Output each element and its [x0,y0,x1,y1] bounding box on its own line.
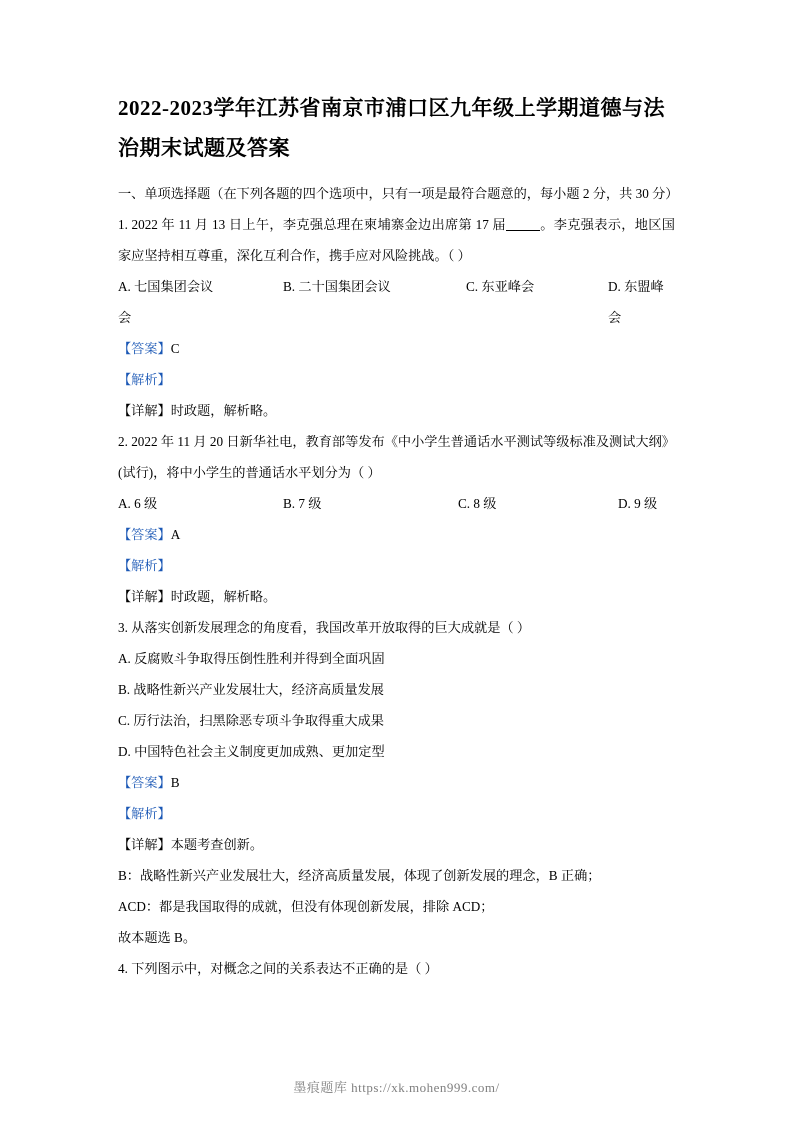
detail-text: 时政题，解析略。 [170,403,277,418]
detail-text: 时政题，解析略。 [170,589,277,604]
question-1-stem-part1: 1. 2022 年 11 月 13 日上午，李克强总理在柬埔寨金边出席第 17 届 [118,217,506,232]
detail-text: 本题考查创新。 [170,837,264,852]
detail-tag: 【详解】 [118,403,171,418]
analysis-tag: 【解析】 [118,558,171,573]
question-2-detail [118,581,675,612]
question-1-option-a: A. 七国集团会议 [118,279,214,294]
question-2-stem: 2. 2022 年 11 月 20 日新华社电，教育部等发布《中小学生普通话水平测试等级标准及测试大纲》(试行)，将中小学生的普通话水平划分为（ ） [118,434,675,480]
question-1-analysis [118,364,675,395]
section-header: 一、单项选择题（在下列各题的四个选项中，只有一项是最符合题意的，每小题 2 分，共 30 分） [118,186,679,201]
question-4-stem: 4. 下列图示中，对概念之间的关系表达不正确的是（ ） [118,961,438,976]
question-3-option-c: C. 厉行法治，扫黑除恶专项斗争取得重大成果 [118,713,384,728]
footer-watermark: 墨痕题库 https://xk.mohen999.com/ [293,1080,500,1095]
question-3-detail-line-2: ACD：都是我国取得的成就，但没有体现创新发展，排除 ACD； [118,899,494,914]
question-1-answer [118,333,675,364]
detail-tag: 【详解】 [118,837,171,852]
question-3-detail [118,829,675,860]
question-3-analysis [118,798,675,829]
question-3-option-a: A. 反腐败斗争取得压倒性胜利并得到全面巩固 [118,651,385,666]
answer-tag: 【答案】 [118,527,171,542]
question-3-detail-line-1: B：战略性新兴产业发展壮大，经济高质量发展，体现了创新发展的理念，B 正确； [118,868,601,883]
question-1-stem-part2: 。李克强表示，地区国家应坚持相互尊重，深化互利合作，携手应对风险挑战。（ ） [118,217,675,263]
analysis-tag: 【解析】 [118,806,171,821]
question-2-options [118,488,675,519]
question-1-stem [118,209,675,271]
question-2-option-b: B. 7 级 [283,496,322,511]
fill-blank [506,230,540,231]
answer-value: B [170,775,180,790]
question-3-answer [118,767,675,798]
question-1-option-d-wrap: 会 [118,310,132,325]
question-1-options [118,271,675,333]
answer-tag: 【答案】 [118,775,171,790]
question-1-option-c: C. 东亚峰会 [466,279,535,294]
question-1-option-d: D. 东盟峰会 [608,279,664,325]
answer-value: A [170,527,181,542]
question-2-option-a: A. 6 级 [118,496,158,511]
answer-tag: 【答案】 [118,341,171,356]
question-3-stem: 3. 从落实创新发展理念的角度看，我国改革开放取得的巨大成就是（ ） [118,620,531,635]
question-1-option-b: B. 二十国集团会议 [283,279,391,294]
question-3-detail-line-3: 故本题选 B。 [118,930,197,945]
question-3-option-d: D. 中国特色社会主义制度更加成熟、更加定型 [118,744,385,759]
question-2-answer [118,519,675,550]
question-1-detail [118,395,675,426]
answer-value: C [170,341,180,356]
question-2-analysis [118,550,675,581]
question-2-option-d: D. 9 级 [618,496,658,511]
page-title: 2022-2023学年江苏省南京市浦口区九年级上学期道德与法治期末试题及答案 [118,96,665,160]
analysis-tag: 【解析】 [118,372,171,387]
question-2-option-c: C. 8 级 [458,496,497,511]
question-3-option-b: B. 战略性新兴产业发展壮大，经济高质量发展 [118,682,384,697]
detail-tag: 【详解】 [118,589,171,604]
